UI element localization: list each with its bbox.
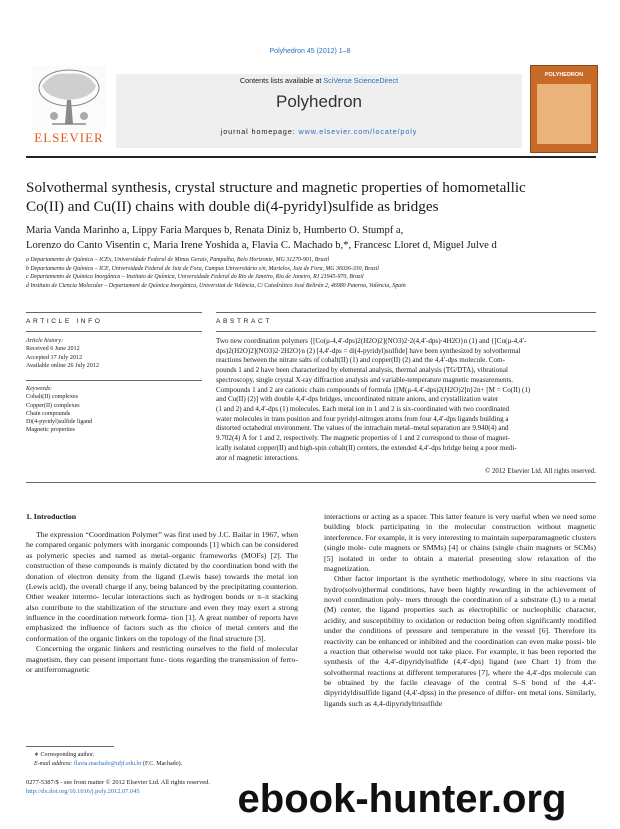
affiliation: a Departamento de Química – ICEx, Universidade Federal de Minas Gerais, Pampulha, Belo Horizonte, MG 31270-901, Brazil [26, 257, 330, 263]
paragraph: Other factor important is the synthetic methodology, where in situ reactions via hydro(solvo)thermal conditions, have been highly rewarding in the achievement of novel coordination poly- mers through the coordination of a substrate (L) to a metal (M) center, the ligand properties such as electrophilic or nucleophilic character, acidity, and susceptibility to oxidation or reduction being often significantly modified under the conditions of pressure and temperature in the vessel [6]. Therefore its reactivity can be enhanced or inhibited and the coordination can even make possi- ble a reaction that otherwise would not take place. For example, it has been reported the synthesis of the 4,4′-dipyridylsulfide (4,4′-dps) ligand (see Chart 1) from the solvothermal reactions at different temperatures [7], where the 4,4′-dps molecule can be obtained by the facile cleavage of the central S–S bond of the 4,4′-dipyridyldisulfide ligand (4,4′-dpss) in the presence of differ- ent metal ions. Similarly, ligands such as 4,4-dipyridyltrisulfide [324, 574, 597, 708]
body-right-column [324, 512, 596, 709]
elsevier-wordmark: ELSEVIER [34, 130, 104, 145]
paragraph: Concerning the organic linkers and restricting ourselves to the field of molecular magnetism, they can present important func- tions regarding the transmission of ferro- or antiferromagnetic [26, 644, 299, 674]
divider [26, 380, 202, 381]
journal-homepage-line: journal homepage: www.elsevier.com/locate/poly [220, 127, 418, 136]
svg-text:ebook-hunter.org: ebook-hunter.org [237, 777, 567, 821]
author-list: Maria Vanda Marinho a, Lippy Faria Marques b, Renata Diniz b, Humberto O. Stumpf a, Lorenzo do Canto Visentin c, Maria Irene Yoshida a, Flavia C. Machado b,*, Francesc Lloret d, Miguel Julve d [26, 225, 497, 251]
elsevier-tree-icon [32, 66, 106, 130]
journal-citation[interactable]: Polyhedron 45 (2012) 1–8 [269, 48, 351, 55]
watermark [200, 774, 604, 824]
divider [216, 331, 596, 332]
doi-link[interactable]: http://dx.doi.org/10.1016/j.poly.2012.07.045 [26, 788, 140, 795]
affiliation: b Departamento de Química – ICE, Universidade Federal de Juiz de Fora, Campus Universitário s/n, Martelos, Juiz de Fora, MG 36036-330, Brazil [26, 265, 379, 272]
cover-image [537, 84, 591, 144]
footnote: ∗ Corresponding author. E-mail address: flavia.machado@ufjf.edu.br (F.C. Machado). [34, 752, 183, 767]
abstract-copyright: © 2012 Elsevier Ltd. All rights reserved. [485, 468, 596, 475]
abstract-text: Two new coordination polymers {[Co(μ-4,4′-dps)2(H2O)2](NO3)2·2(4,4′-dps)·4H2O}n (1) and {[Cu(μ-4,4′- dps)2(H2O)2](NO3)2·2H2O}n (2) [4,4′-dps = di(4-pyridyl)sulfide] have been synthesized by solvothermal reactions between the nitrate salts of cobalt(II) (1) and copper(II) (2) and the 4,4′-dps molecule. Com- pounds 1 and 2 have been characterized by elemental analysis, thermal analysis (TG/DTA), vibrational spectroscopy, single crystal X-ray diffraction analysis and variable-temperature magnetic measurements. Compounds 1 and 2 are cationic chain compounds of formula {[M(μ-4,4′-dps)2(H2O)2]n}2n+ [M = Co(II) (1) and Cu(II) (2)] with double 4,4′-dps bridges, uncoordinated nitrate anions, and crystallization water (1 and 2) and 4,4′-dps (1) molecules. Each metal ion in 1 and 2 is six-coordinated with two coordinated water molecules in trans position and four pyridyl-nitrogen atoms from four 4,4′-dps ligands building a distorted octahedral environment. The values of the intrachain metal–metal separation are 9.940(4) and 9.702(4) Å for 1 and 2, respectively. The magnetic properties of 1 and 2 correspond to those of magnet- ically isolated copper(II) and high-spin cobalt(II) centers, the extended 4,4′-dps bridge being a poor medi- ator of magnetic interactions. [216, 337, 531, 462]
corresponding-email-link[interactable]: flavia.machado@ufjf.edu.br [73, 760, 142, 767]
journal-cover-thumbnail [530, 65, 598, 153]
affiliation: d Instituto de Ciencia Molecular – Departament de Química Inorgànica, Universitat de València, C/ Catedrático José Beltrán 2, 46980 Paterna, València, Spain [26, 282, 406, 289]
section-title: 1. Introduction [26, 512, 77, 521]
divider [26, 482, 596, 483]
journal-homepage-link[interactable]: www.elsevier.com/locate/poly [298, 127, 418, 136]
header-rule [26, 156, 596, 158]
contents-line: Contents lists available at SciVerse ScienceDirect [239, 76, 399, 85]
sciencedirect-link[interactable]: SciVerse ScienceDirect [323, 76, 399, 85]
footnote-rule [26, 746, 114, 747]
cover-title: POLYHEDRON [544, 72, 584, 78]
body-left-column [26, 530, 298, 675]
abstract-heading: ABSTRACT [216, 318, 272, 325]
affiliations [26, 256, 596, 290]
divider [26, 312, 202, 313]
divider [216, 312, 596, 313]
keywords: Keywords: Cobalt(II) complexes Copper(II) complexes Chain compounds Di(4-pyridyl)sulfide ligand Magnetic properties [26, 386, 93, 434]
affiliation: c Departamento de Química Inorgânica – Instituto de Química, Universidade Federal do Rio de Janeiro, Rio de Janeiro, RJ 21945-970, Brazil [26, 274, 364, 280]
article-history: Article history: Received 6 June 2012 Accepted 17 July 2012 Available online 26 July 2012 [26, 338, 99, 369]
paragraph: The expression “Coordination Polymer” was first used by J.C. Bailar in 1967, when he compared organic polymers with inorganic compounds [1] which can be considered as polymeric species and named as metal–organic frameworks (MOFs) [2]. The construction of these compounds is mainly dictated by the coordination bond with the donation of electron density from the ligand (Lewis base) towards the metal ion (Lewis acid), the overall charge if any, being balanced by the precipitating counterion. Other weaker intermo- lecular interactions such as hydrogen bonds or π–π stacking also contribute to the stabilization of the structure and even they may exert a strong influence in the coordination network forma- tion [1]. A great number of reports have emphasized the influence of factors such as the choice of metal centers and the conformation of the organic linkers on the topology of the final structure [3]. [26, 530, 299, 643]
article-info-heading: ARTICLE INFO [26, 318, 103, 325]
article-title: Solvothermal synthesis, crystal structure and magnetic properties of homometallic Co(II) and Cu(II) chains with double di(4-pyridyl)sulfide as bridges [26, 179, 526, 215]
front-matter: 0277-5387/$ - see front matter © 2012 Elsevier Ltd. All rights reserved. http://dx.doi.org/10.1016/j.poly.2012.07.045 [26, 779, 210, 795]
divider [26, 331, 202, 332]
journal-title: Polyhedron [275, 92, 362, 111]
elsevier-logo [26, 66, 112, 150]
paragraph: interactions or acting as a spacer. This latter feature is very useful when we need some building block participating in the molecular construction without magnetic interference. For example, it is very interesting to maintain superparamagnetic clusters (single mole- cule magnets or SMMs) [4] or chains (single chain magnets or SCMs) [5] isolated in order to obtain a material presenting slow relaxation of the magnetization. [324, 512, 597, 573]
watermark-text-graphic [200, 774, 604, 824]
